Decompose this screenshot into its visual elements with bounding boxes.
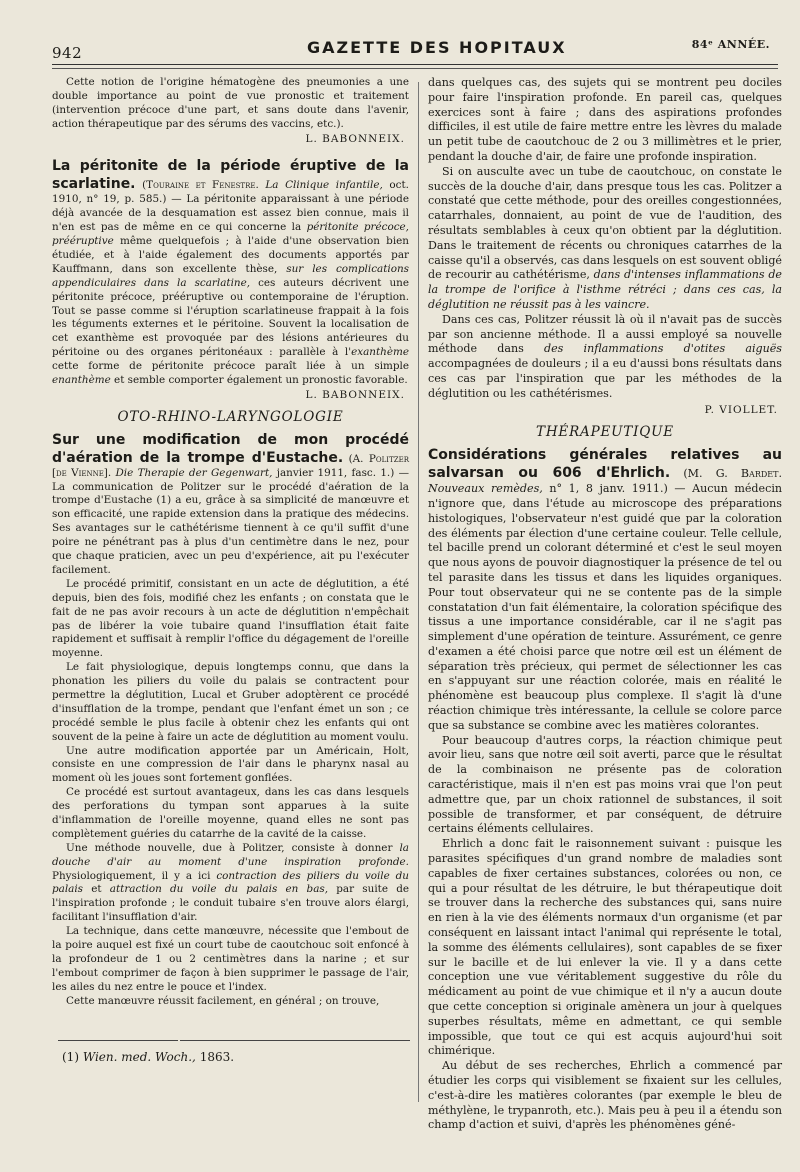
- paragraph: Si on ausculte avec un tube de caoutchouc, on constate le succès de la douche d'air, dans presque tous les cas. Politzer a constaté que cette méthode, pour des oreilles congestionnées, catarrhales, donnaient, au point de vue de l'audition, des résultats semblables à ceux qu'on obtient par la déglutition. Dans le traitement de récents ou chroniques catarrhes de la caisse qu'il a observés, cas dans lesquels on est souvent obligé de recourir au cathétérisme, dans d'intenses inflammations de la trompe de l'orifice à l'isthme rétréci ; dans ces cas, la déglutition ne réussit pas à les vaincre.: [428, 164, 782, 311]
- section-heading: THÉRAPEUTIQUE: [536, 424, 674, 441]
- page-header: [52, 36, 778, 66]
- paragraph: La technique, dans cette manœuvre, nécessite que l'embout de la poire auquel est fixé un court tube de caoutchouc soit enfoncé à la profondeur de 1 ou 2 centimètres dans la narine ; et sur l'embout comprimer de façon à bien supprimer le passage de l'air, les ailes du nez entre le pouce et l'index.: [52, 925, 409, 993]
- article-signature: L. BABONNEIX.: [305, 388, 405, 401]
- paragraph: Ce procédé est surtout avantageux, dans les cas dans lesquels des perforations du tympan sont apparues à la suite d'inflammation de l'oreille moyenne, quand elles ne sont pas complètement guéries du catarrhe de la cavité de la caisse.: [52, 786, 409, 840]
- article-politzer: Sur une modification de mon procédé d'aération de la trompe d'Eustache. (A. Politzer [de Vienne]. Die Therapie der Gegenwart, janvier 1911, fasc. 1.) — La communication de Politzer sur le procédé d'aération de la trompe d'Eustache (1) a eu, grâce à sa simplicité de manœuvre et son efficacité, une rapide extension dans la pratique des médecins. Ses avantages sur le cathétérisme tiennent à ce qu'il suffit d'une poire ne pénétrant pas à plus d'un centimètre dans le nez, pour que chaque praticien, avec un peu d'expérience, ait pu l'exécuter facilement.: [52, 431, 409, 576]
- intro-signature: L. BABONNEIX.: [305, 132, 405, 145]
- paragraph: Ehrlich a donc fait le raisonnement suivant : puisque les parasites spécifiques d'un grand nombre de maladies sont capables de fixer certaines substances, colorées ou non, ce qui a pour résultat de les détruire, le but thérapeutique doit se trouver dans la recherche des substances qui, sans nuire en rien à la vie des éléments normaux d'un organisme (et par conséquent en laissant intact l'animal qui représente le total, la somme des éléments cellulaires), sont capables de se fixer sur le bacille et de lui enlever la vie. Il y a dans cette conception une vue véritablement suggestive du rôle du médicament au point de vue chimique et il n'y a aucun doute que cette conception si originale amènera un jour à quelques superbes résultats, même en admettant, ce qui semble impossible, que tout ce qui est acquis aujourd'hui soit chimérique.: [428, 837, 782, 1058]
- article-salvarsan: Considérations générales relatives au salvarsan ou 606 d'Ehrlich. (M. G. Bardet. Nouveaux remèdes, n° 1, 8 janv. 1911.) — Aucun médecin n'ignore que, dans l'étude au microscope des préparations histologiques, l'observateur n'est guidé que par la coloration des éléments par élection d'une certaine couleur. Telle cellule, tel bacille prend un colorant déterminé et c'est le seul moyen que nous ayons de pouvoir diagnostiquer la présence de tel ou tel parasite dans les tissus et dans les liquides organiques. Pour tout observateur qui ne se contente pas de la simple constatation d'un fait élémentaire, la coloration spécifique des tissus a une importance considérable, car il ne s'agit pas simplement d'une opération de teinture. Assurément, ce genre d'examen a été choisi parce que notre œil est un élément de séparation très précieux, qui permet de sélectionner les cas en s'appuyant sur une réaction colorée, mais en réalité le phénomène est beaucoup plus complexe. Il s'agit là d'une réaction chimique très intéressante, la cellule se colore parce que sa substance se combine avec les matières colorantes.: [428, 447, 783, 732]
- volume-year: 84ᵉ ANNÉE.: [691, 38, 770, 51]
- header-rule: [52, 64, 778, 65]
- section-heading: OTO-RHINO-LARYNGOLOGIE: [117, 408, 344, 425]
- page-number: 942: [52, 44, 83, 62]
- footnote: (1) Wien. med. Woch., 1863.: [62, 1050, 235, 1064]
- paragraph: Au début de ses recherches, Ehrlich a commencé par étudier les corps qui visiblement se fixaient sur les cellules, c'est-à-dire les matières colorantes (par exemple le bleu de méthylène, le trypanroth, etc.). Mais peu à peu il a étendu son champ d'action et suivi, d'après les phénomènes géné-: [428, 1059, 782, 1132]
- left-column: [52, 76, 409, 1008]
- journal-title: GAZETTE DES HOPITAUX: [307, 38, 567, 57]
- article-title: Considérations générales relatives au salvarsan ou 606 d'Ehrlich.: [428, 447, 782, 482]
- paragraph: Pour beaucoup d'autres corps, la réaction chimique peut avoir lieu, sans que notre œil soit averti, parce que le résultat de la combinaison ne présente pas de coloration caractéristique, mais il n'en est pas moins vrai que l'on peut admettre que, par un choix rationnel de substances, il soit possible de transformer, et par conséquent, de détruire certains éléments cellulaires.: [428, 733, 782, 836]
- paragraph: Une méthode nouvelle, due à Politzer, consiste à donner la douche d'air au moment d'une inspiration profonde. Physiologiquement, il y a ici contraction des piliers du voile du palais et attraction du voile du palais en bas, par suite de l'inspiration profonde ; le conduit tubaire s'en trouve alors élargi, facilitant l'insufflation d'air.: [52, 841, 409, 924]
- paragraph: Une autre modification apportée par un Américain, Holt, consiste en une compression de l'air dans le pharynx nasal au moment où les joues sont fortement gonflées.: [52, 744, 409, 785]
- article-title: Sur une modification de mon procédé d'aération de la trompe d'Eustache.: [52, 431, 409, 466]
- article-title: La péritonite de la période éruptive de la scarlatine.: [52, 158, 409, 193]
- header-rule-thin: [52, 68, 778, 69]
- article-signature: P. VIOLLET.: [704, 403, 778, 416]
- column-divider: [418, 82, 419, 1102]
- intro-paragraph: Cette notion de l'origine hématogène des pneumonies a une double importance au point de vue pronostic et traitement (intervention précoce d'une part, et sans doute dans l'avenir, action thérapeutique par des sérums des vaccins, etc.).: [52, 76, 409, 130]
- right-column: [428, 76, 782, 1133]
- paragraph: Le procédé primitif, consistant en un acte de déglutition, a été depuis, bien des fois, modifié chez les enfants ; on constata que le fait de ne pas avoir recours à un acte de déglutition n'empêchait pas de libérer la voie tubaire quand l'insufflation était faite rapidement et suffisait à remplir l'office du dégagement de l'oreille moyenne.: [52, 577, 409, 660]
- paragraph: Dans ces cas, Politzer réussit là où il n'avait pas de succès par son ancienne méthode. Il a aussi employé sa nouvelle méthode dans des inflammations d'otites aiguës accompagnées de douleurs ; il a eu d'aussi bons résultats dans ces cas par l'inspiration que par les méthodes de la déglutition ou les cathétérismes.: [428, 312, 782, 400]
- article-peritonite: La péritonite de la période éruptive de la scarlatine. (Touraine et Fenestre. La Clinique infantile, oct. 1910, n° 19, p. 585.) — La péritonite apparaissant à une période déjà avancée de la desquamation est assez bien connue, mais il n'en est pas de même en ce qui concerne la péritonite précoce, prééruptive même quelquefois ; à l'aide d'une observation bien étudiée, et à l'aide également des documents apportés par Kauffmann, dans son excellente thèse, sur les complications appendiculaires dans la scarlatine, ces auteurs décrivent une péritonite précoce, prééruptive ou contemporaine de l'éruption. Tout se passe comme si l'éruption scarlatineuse frappait à la fois les téguments externes et le péritoine. Souvent la localisation de cet exanthème est provoquée par des lésions antérieures du péritoine ou des organes péritonéaux : parallèle à l'exanthème cette forme de péritonite précoce paraît liée à un simple enanthème et semble comporter également un pronostic favorable.: [52, 158, 410, 387]
- footnote-rule: [58, 1040, 178, 1041]
- paragraph: Le fait physiologique, depuis longtemps connu, que dans la phonation les piliers du voile du palais se contractent pour permettre la déglutition, Lucal et Gruber adoptèrent ce procédé d'insufflation de la trompe, pendant que l'enfant émet un son ; ce procédé semble le plus facile à obtenir chez les enfants qui ont souvent de la peine à faire un acte de déglutition au moment voulu.: [52, 661, 409, 743]
- footnote-rule: [180, 1040, 410, 1041]
- paragraph: Cette manœuvre réussit facilement, en général ; on trouve,: [66, 994, 380, 1007]
- paragraph: dans quelques cas, des sujets qui se montrent peu dociles pour faire l'inspiration profonde. En pareil cas, quelques exercices sont à faire ; dans des aspirations profondes difficiles, il est utile de faire mettre entre les lèvres du malade un petit tube de caoutchouc de 2 ou 3 millimètres et le prier, pendant la douche d'air, de faire une profonde inspiration.: [428, 76, 782, 163]
